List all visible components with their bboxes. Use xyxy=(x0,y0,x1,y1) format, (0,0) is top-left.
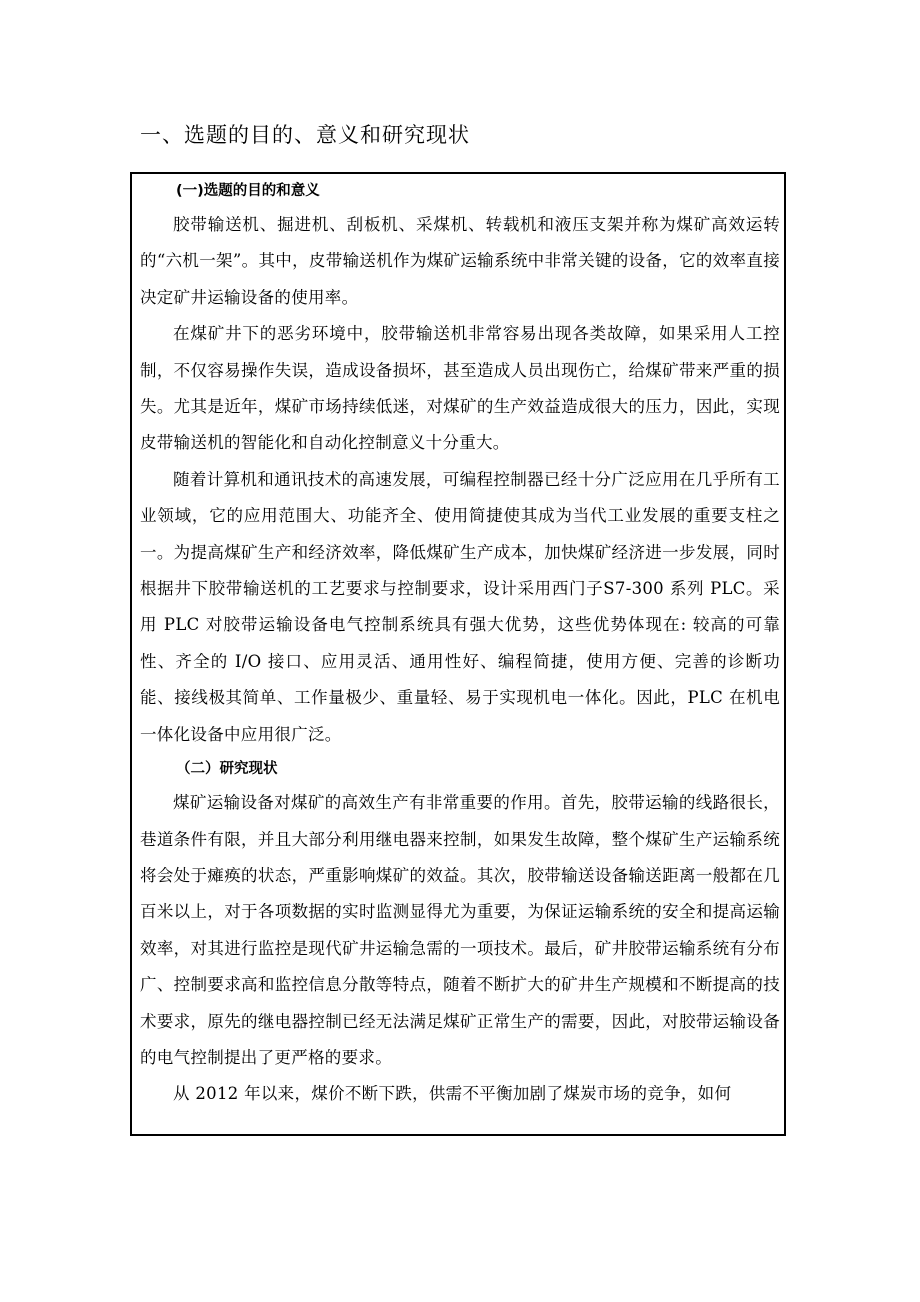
subsection-title-purpose: (一)选题的目的和意义 xyxy=(176,183,320,199)
subsection-title-status: （二）研究现状 xyxy=(176,761,278,778)
paragraph: 随着计算机和通讯技术的高速发展，可编程控制器已经十分广泛应用在几乎所有工业领域，它的应用范围大、功能齐全、使用简捷使其成为当代工业发展的重要支柱之一。为提高煤矿生产和经济效率，降低煤矿生产成本，加快煤矿经济进一步发展，同时根据井下胶带输送机的工艺要求与控制要求，设计采用西门子S7-300 系列 PLC。采用 PLC 对胶带运输设备电气控制系统具有强大优势，这些优势体现在: 较高的可靠性、齐全的 I/O 接口、应用灵活、通用性好、编程简捷，使用方便、完善的诊断功能、接线极其简单、工作量极少、重量轻、易于实现机电一体化。因此，PLC 在机电一体化设备中应用很广泛。 xyxy=(140,469,780,744)
section-heading: 一、选题的目的、意义和研究现状 xyxy=(140,123,470,147)
paragraph: 在煤矿井下的恶劣环境中，胶带输送机非常容易出现各类故障，如果采用人工控制，不仅容易操作失误，造成设备损坏，甚至造成人员出现伤亡，给煤矿带来严重的损失。尤其是近年，煤矿市场持续低迷，对煤矿的生产效益造成很大的压力，因此，实现皮带输送机的智能化和自动化控制意义十分重大。 xyxy=(140,324,780,453)
paragraph: 煤矿运输设备对煤矿的高效生产有非常重要的作用。首先，胶带运输的线路很长，巷道条件有限，并且大部分利用继电器来控制，如果发生故障，整个煤矿生产运输系统将会处于瘫痪的状态，严重影响煤矿的效益。其次，胶带输送设备输送距离一般都在几百米以上，对于各项数据的实时监测显得尤为重要，为保证运输系统的安全和提高运输效率，对其进行监控是现代矿井运输急需的一项技术。最后，矿井胶带运输系统有分布广、控制要求高和监控信息分散等特点，随着不断扩大的矿井生产规模和不断提高的技术要求，原先的继电器控制已经无法满足煤矿正常生产的需要，因此，对胶带运输设备的电气控制提出了更严格的要求。 xyxy=(140,793,780,1067)
paragraph: 从 2012 年以来，煤价不断下跌，供需不平衡加剧了煤炭市场的竞争，如何 xyxy=(173,1084,732,1104)
content-body xyxy=(140,175,780,1113)
paragraph: 胶带输送机、掘进机、刮板机、采煤机、转载机和液压支架并称为煤矿高效运转的“六机一架”。其中，皮带输送机作为煤矿运输系统中非常关键的设备，它的效率直接决定矿井运输设备的使用率。 xyxy=(140,215,780,307)
